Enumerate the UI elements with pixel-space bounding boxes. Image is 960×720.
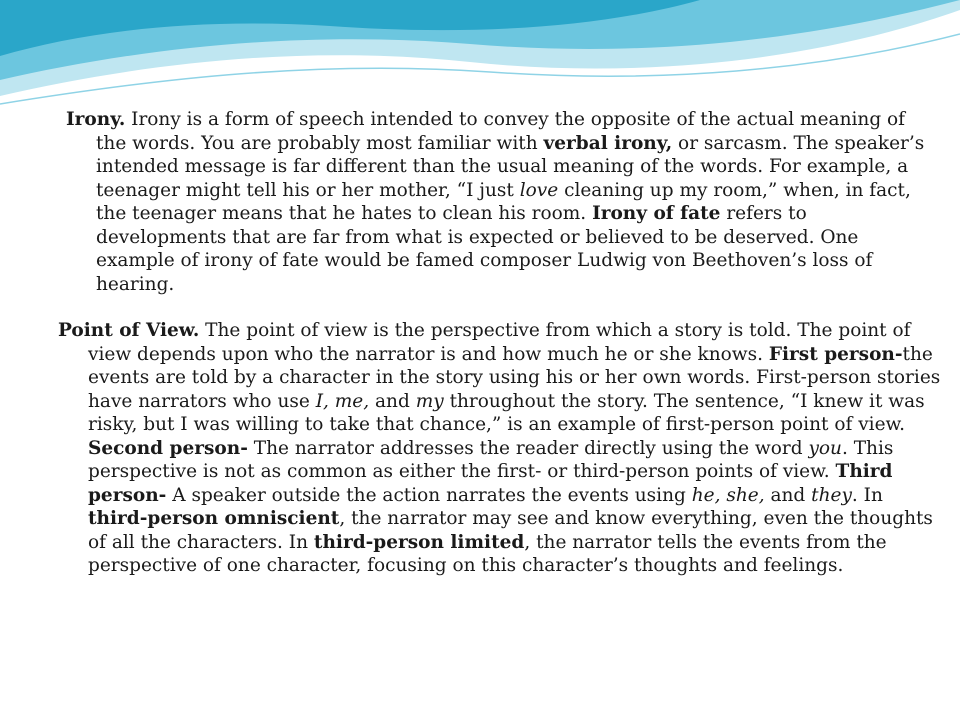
pov-text-6: . This perspective is not as common as either the first- or third-person points of view.	[88, 437, 894, 482]
slide-body	[0, 108, 960, 578]
pov-text-2: the events are told by a character in the story using his or her own words. First-person stories have narrators who use	[88, 343, 941, 412]
pov-emphasis-you: you	[808, 437, 842, 459]
pov-text-10: , the narrator may see and know everything, even the thoughts of all the characters. In	[88, 508, 933, 553]
first-person-term: First person-	[768, 343, 903, 365]
pov-text-11: , the narrator tells the events from the perspective of one character, focusing on this character’s thoughts and feelings.	[88, 531, 887, 576]
third-person-term: Third person-	[88, 461, 893, 506]
pov-text-8: and	[764, 484, 812, 506]
irony-text-1: Irony is a form of speech intended to convey the opposite of the actual meaning of the words. You are probably most familiar with	[96, 109, 906, 154]
irony-paragraph	[66, 108, 941, 296]
point-of-view-paragraph	[58, 319, 943, 578]
pov-emphasis-my: my	[415, 390, 444, 412]
pov-emphasis-they: they	[811, 484, 852, 506]
pov-emphasis-i-me: I, me,	[315, 390, 370, 412]
pov-text-7: A speaker outside the action narrates the events using	[166, 484, 692, 506]
irony-term: Irony.	[66, 109, 126, 130]
irony-emphasis-love: love	[519, 179, 559, 201]
pov-emphasis-he-she: he, she,	[691, 484, 765, 506]
verbal-irony-term: verbal irony,	[543, 132, 673, 154]
pov-text-9: . In	[851, 484, 883, 506]
wave-header-decoration	[0, 0, 960, 110]
pov-text-5: The narrator addresses the reader directly using the word	[247, 437, 809, 459]
irony-text-3: cleaning up my room,” when, in fact, the teenager means that he hates to clean his room.	[96, 179, 911, 224]
irony-of-fate-term: Irony of fate	[592, 203, 721, 224]
pov-term: Point of View.	[58, 320, 200, 341]
pov-text-1: The point of view is the perspective from which a story is told. The point of view depends upon who the narrator is and how much he or she knows.	[88, 320, 911, 365]
second-person-term: Second person-	[88, 437, 248, 459]
pov-text-4: throughout the story. The sentence, “I knew it was risky, but I was willing to take that chance,” is an example of first-person point of view.	[88, 390, 925, 435]
pov-text-3: and	[369, 390, 416, 412]
irony-text-2: or sarcasm. The speaker’s intended message is far different than the usual meaning of the words. For example, a teenager might tell his or her mother, “I just	[96, 132, 925, 201]
third-person-limited-term: third-person limited	[313, 531, 525, 553]
irony-text-4: refers to developments that are far from what is expected or believed to be deserved. One example of irony of fate would be famed composer Ludwig von Beethoven’s loss of hearing.	[96, 203, 873, 295]
third-person-omniscient-term: third-person omniscient	[88, 508, 340, 529]
